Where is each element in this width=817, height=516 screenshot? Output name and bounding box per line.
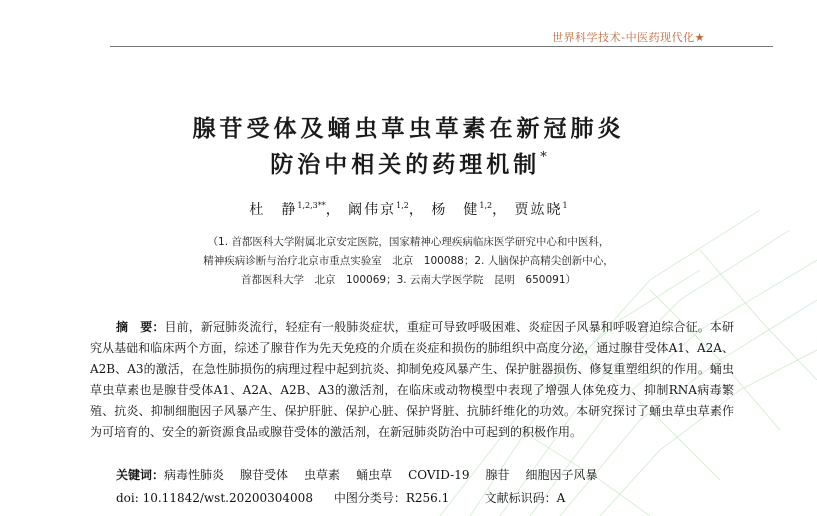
affiliation-line: 首都医科大学 北京 100069；3. 云南大学医学院 昆明 650091） xyxy=(240,274,577,286)
article-meta xyxy=(116,489,565,506)
paper-title-line2 xyxy=(0,146,817,179)
keywords-label: 关键词： xyxy=(116,468,165,482)
abstract-label: 摘 要： xyxy=(116,320,165,334)
header-rule xyxy=(110,46,773,47)
author-name: 阚伟京 xyxy=(348,202,397,218)
author-separator: ， xyxy=(408,202,425,218)
journal-header: 世界科学技术-中医药现代化★ xyxy=(552,31,705,44)
clc-number: 中图分类号：R256.1 xyxy=(333,491,450,505)
keyword-item: 虫草素 xyxy=(304,468,341,482)
keyword-item: 腺苷受体 xyxy=(240,468,289,482)
keywords-list xyxy=(164,468,597,482)
author-affiliation-sup: 1,2 xyxy=(479,201,493,210)
author-separator: ， xyxy=(325,202,342,218)
keyword-item: 蛹虫草 xyxy=(356,468,393,482)
author-name: 贾竑晓 xyxy=(514,202,563,218)
affiliation-line: 精神疾病诊断与治疗北京市重点实验室 北京 100088；2. 人脑保护高精尖创新中心， xyxy=(203,255,614,267)
paper-title-line1: 腺苷受体及蛹虫草虫草素在新冠肺炎 xyxy=(192,115,625,142)
author-separator: ， xyxy=(492,202,509,218)
title-footnote-mark: * xyxy=(540,150,547,165)
keywords xyxy=(116,466,598,483)
affiliation-line: （1. 首都医科大学附属北京安定医院，国家精神心理疾病临床医学研究中心和中医科， xyxy=(207,236,610,248)
author-list xyxy=(0,199,817,219)
document-code: 文献标识码：A xyxy=(484,491,566,505)
author-name: 杜 静 xyxy=(249,202,298,218)
abstract-text: 目前，新冠肺炎流行，轻症有一般肺炎症状，重症可导致呼吸困难、炎症因子风暴和呼吸窘迫综合征。本研究从基础和临床两个方面，综述了腺苷作为先天免疫的介质在炎症和损伤的肺组织中高度分泌，通过腺苷受体A1、A2A、A2B、A3的激活，在急性肺损伤的病理过程中起到抗炎、抑制免疫风暴产生、保护脏器损伤、修复重塑组织的作用。蛹虫草虫草素也是腺苷受体A1、A2A、A2B、A3的激活剂，在临床或动物模型中表现了增强人体免疫力、抑制RNA病毒繁殖、抗炎、抑制细胞因子风暴产生、保护肝脏、保护心脏、保护肾脏、抗肺纤维化的功效。本研究探讨了蛹虫草虫草素作为可培育的、安全的新资源食品或腺苷受体的激活剂，在新冠肺炎防治中可起到的积极作用。 xyxy=(90,320,734,439)
keyword-item: 腺苷 xyxy=(485,468,510,482)
doi: doi: 10.11842/wst.20200304008 xyxy=(116,491,313,505)
keyword-item: COVID-19 xyxy=(408,468,470,482)
keyword-item: 细胞因子风暴 xyxy=(525,468,598,482)
author-affiliation-sup: 1,2 xyxy=(396,201,409,210)
abstract xyxy=(90,317,734,443)
paper-title-line2-text: 防治中相关的药理机制 xyxy=(270,151,541,178)
author-affiliation-sup: 1 xyxy=(562,201,568,210)
author-affiliation-sup: 1,2,3** xyxy=(297,201,326,210)
author-name: 杨 健 xyxy=(431,202,480,218)
keyword-item: 病毒性肺炎 xyxy=(164,468,225,482)
